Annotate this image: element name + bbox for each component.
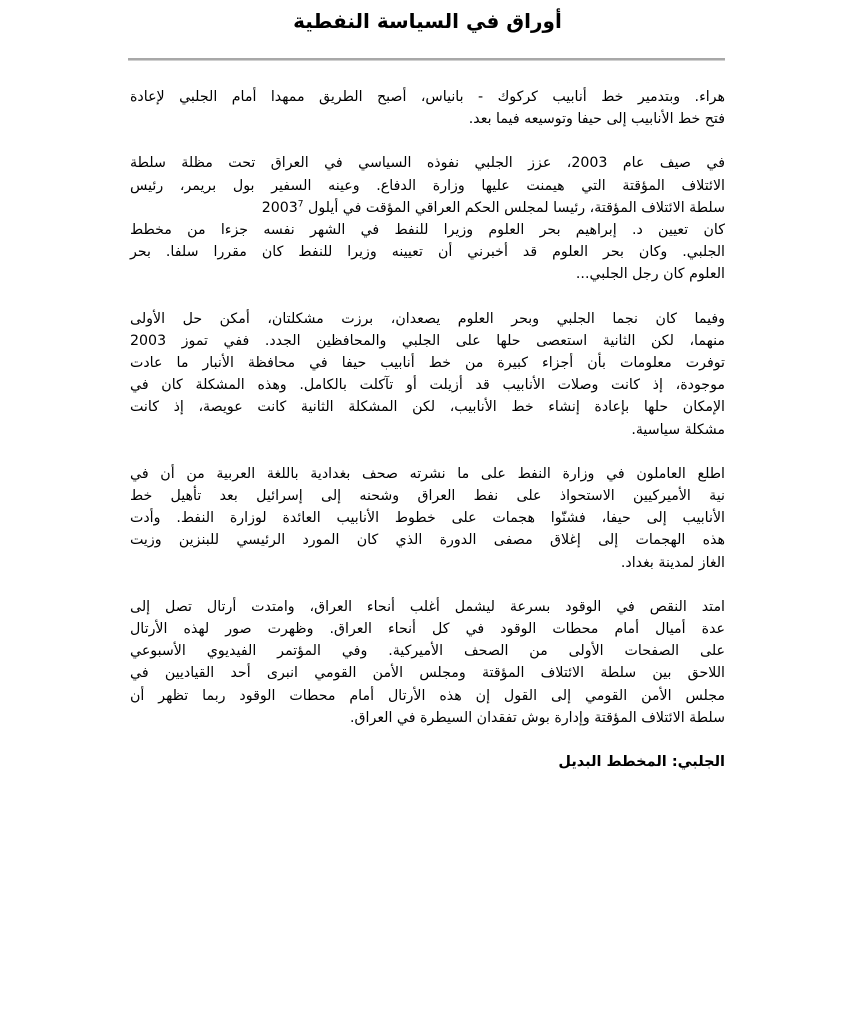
text-line: الغاز لمدينة بغداد. — [620, 554, 725, 571]
text-line: اطلع العاملون في وزارة النفط على ما نشرته صحف بغدادية باللغة العربية من أن في — [130, 465, 725, 482]
text-line: نية الأميركيين الاستحواذ على نفط العراق وشحنه إلى إسرائيل بعد تأهيل خط — [130, 488, 725, 505]
text-line: على الصفحات الأولى من الصحف الأميركية. وفي المؤتمر الفيديوي الأسبوعي — [130, 643, 725, 660]
text-line: عدة أميال أمام محطات الوقود في كل أنحاء العراق. وظهرت صور لهذه الأرتال — [130, 621, 725, 638]
page-title: أوراق في السياسة النفطية — [293, 9, 562, 33]
title-divider — [128, 58, 725, 61]
text-line: سلطة الائتلاف المؤقتة، رئيسا لمجلس الحكم العراقي المؤقت في أيلول 2003 — [261, 199, 725, 216]
text-line: توفرت معلومات بأن أجزاء كبيرة من خط أنابيب حيفا في محافظة الأنبار ما عادت — [130, 355, 725, 372]
text-line-with-footnote — [130, 197, 725, 219]
document-body — [130, 86, 725, 773]
text-line: في صيف عام 2003، عزز الجلبي نفوذه السياسي في العراق تحت مظلة سلطة — [130, 155, 725, 172]
text-line: كان تعيين د. إبراهيم بحر العلوم وزيرا للنفط في الشهر نفسه جزءا من مخطط — [130, 222, 725, 239]
text-line: اللاحق بين سلطة الائتلاف المؤقتة ومجلس الأمن القومي انبرى أحد القياديين في — [130, 665, 725, 682]
text-line: هراء. وبتدمير خط أنابيب كركوك - بانياس، أصبح الطريق ممهدا أمام الجلبي لإعادة — [130, 89, 725, 105]
paragraph-5 — [130, 596, 725, 729]
text-line: وفيما كان نجما الجلبي وبحر العلوم يصعدان، برزت مشكلتان، أمكن حل الأولى — [130, 310, 725, 327]
text-line: مجلس الأمن القومي إلى القول إن هذه الأرتال أمام محطات الوقود ربما تظهر أن — [130, 687, 725, 704]
footnote-reference[interactable]: 7 — [297, 199, 304, 210]
text-line: الأنابيب إلى حيفا، فشنّوا هجمات على خطوط الأنابيب العائدة لوزارة النفط. وأدت — [130, 510, 725, 527]
text-line: سلطة الائتلاف المؤقتة وإدارة بوش تفقدان السيطرة في العراق. — [350, 709, 725, 726]
text-line: مشكلة سياسية. — [631, 421, 725, 438]
paragraph-1 — [130, 86, 725, 130]
text-line: امتد النقص في الوقود بسرعة ليشمل أغلب أنحاء العراق، وامتدت أرتال تصل إلى — [130, 598, 725, 615]
paragraph-4 — [130, 463, 725, 574]
text-line: الإمكان حلها بإعادة إنشاء خط الأنابيب، لكن المشكلة الثانية كانت عويصة، إذ كانت — [130, 399, 725, 416]
text-line: الجلبي. وكان بحر العلوم قد أخبرني أن تعيينه وزيرا للنفط كان مقررا سلفا. بحر — [130, 244, 725, 261]
text-line: موجودة، إذ كانت وصلات الأنابيب قد أزيلت أو تآكلت بالكامل. وهذه المشكلة كان في — [130, 377, 725, 394]
text-line: الائتلاف المؤقتة التي هيمنت عليها وزارة الدفاع. وعينه السفير بول بريمر، رئيس — [130, 177, 725, 194]
paragraph-3 — [130, 308, 725, 441]
section-heading: الجلبي: المخطط البديل — [558, 754, 725, 771]
paragraph-2 — [130, 152, 725, 285]
text-line: هذه الهجمات إلى إغلاق مصفى الدورة الذي كان المورد الرئيسي للبنزين وزيت — [130, 532, 725, 549]
text-line: فتح خط الأنابيب إلى حيفا وتوسيعه فيما بعد. — [468, 111, 725, 128]
text-line: العلوم كان رجل الجلبي... — [575, 266, 725, 283]
text-line: منهما، لكن الثانية استعصى حلها على الجلبي والمحافظين الجدد. ففي تموز 2003 — [130, 332, 725, 349]
